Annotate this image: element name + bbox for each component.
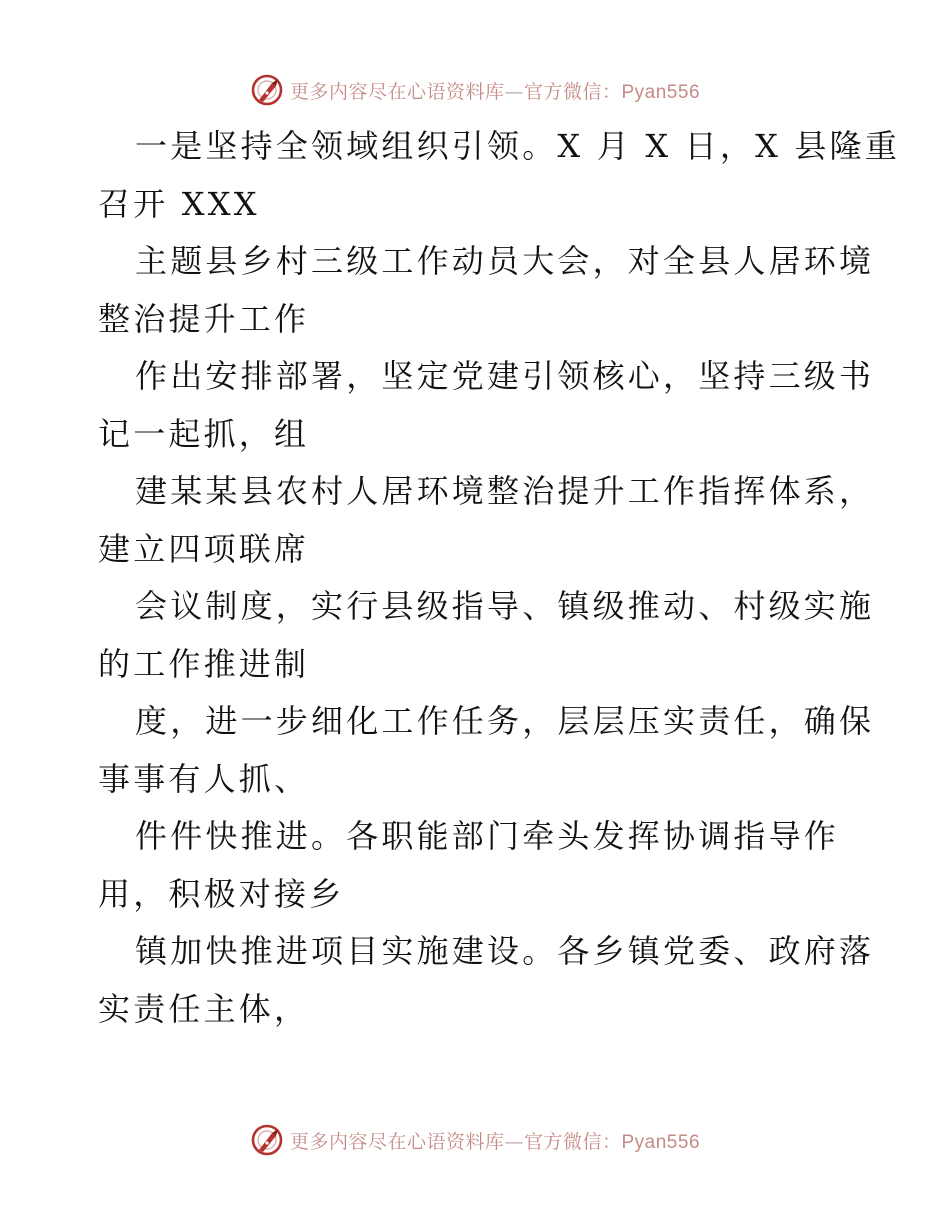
text-line: 作出安排部署，坚定党建引领核心，坚持三级书 [135,357,875,395]
header-watermark [0,70,950,110]
text-line: 会议制度，实行县级指导、镇级推动、村级实施 [135,587,875,625]
footer-watermark [0,1120,950,1160]
watermark-separator: — [504,80,524,103]
watermark-separator: — [504,1130,524,1153]
text-line: 的工作推进制 [98,644,310,683]
watermark-wechat-label: 官方微信： [523,80,622,103]
text-line: 主题县乡村三级工作动员大会，对全县人居环境 [135,242,875,280]
document-body [98,118,901,1038]
watermark-title: 更多内容尽在心语资料库 [289,1130,505,1153]
text-line: 事事有人抓、 [98,759,310,798]
text-line: 整治提升工作 [98,299,310,338]
text-line: 实责任主体， [98,989,310,1028]
text-line: 件件快推进。各职能部门牵头发挥协调指导作 [135,817,840,855]
text-line: 建某某县农村人居环境整治提升工作指挥体系， [135,472,875,510]
watermark-title: 更多内容尽在心语资料库 [289,80,505,103]
text-line: 度，进一步细化工作任务，层层压实责任，确保 [135,702,875,740]
pen-nib-logo-icon [250,73,284,107]
text-line: 记一起抓，组 [98,414,310,453]
watermark-wechat-id: Pyan556 [621,1131,701,1153]
text-line: 镇加快推进项目实施建设。各乡镇党委、政府落 [135,932,875,970]
text-line: 一是坚持全领域组织引领。X 月 X 日，X 县隆重 [135,127,901,165]
watermark-text [290,77,700,104]
watermark-text [290,1127,700,1154]
text-line: 召开 XXX [98,184,260,223]
pen-nib-logo-icon [250,1123,284,1157]
text-line: 用，积极对接乡 [98,874,345,913]
text-line: 建立四项联席 [98,529,310,568]
watermark-wechat-id: Pyan556 [621,81,701,103]
watermark-wechat-label: 官方微信： [523,1130,622,1153]
